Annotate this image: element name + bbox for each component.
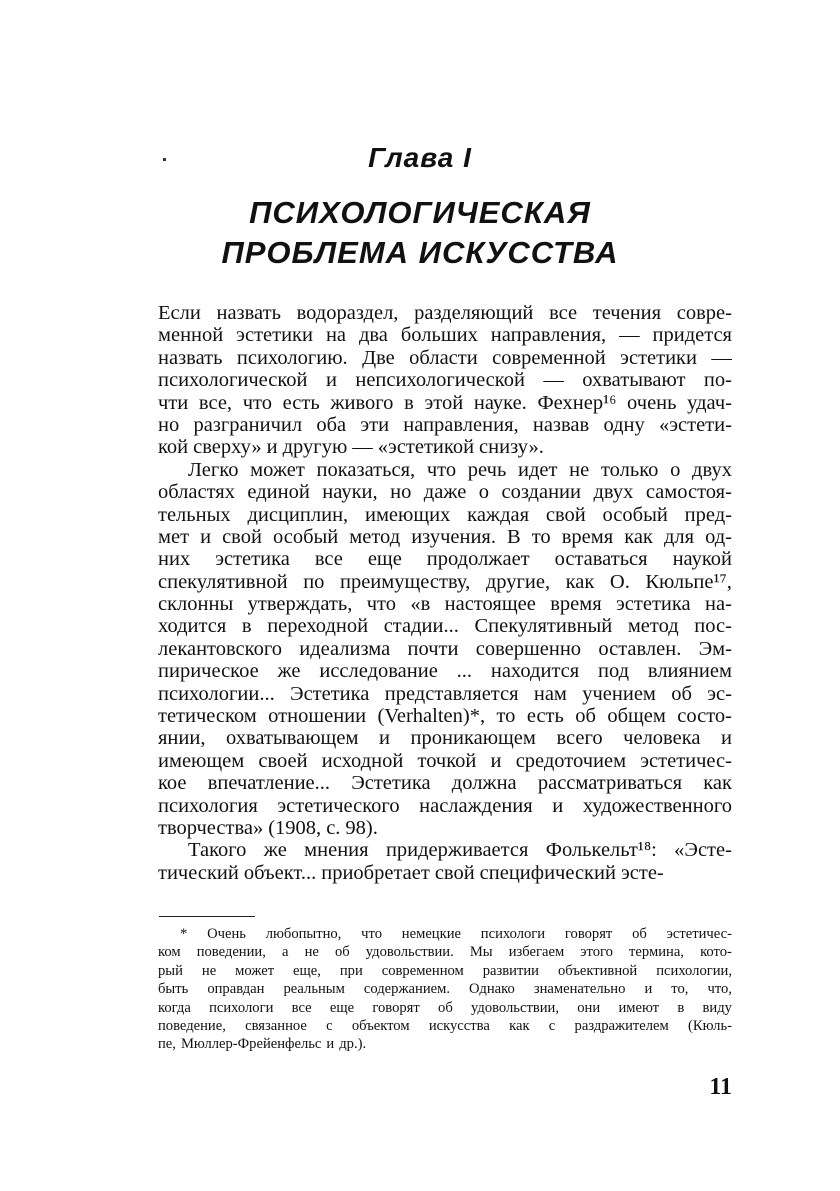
footnote-line: пе, Мюллер-Фрейенфельс и др.). [158,1036,367,1053]
text-line: мет и свой особый метод изучения. В то время как для од- [158,525,732,548]
text-line: лекантовского идеализма почти совершенно оставлен. Эм- [158,637,732,660]
text-line: психологической и непсихологической — охватывают по- [158,369,732,392]
text-line: творчества» (1908, с. 98). [158,816,378,839]
text-line: тический объект... приобретает свой специфический эсте- [158,861,664,884]
paragraph-3 [158,839,732,884]
footnote-line: когда психологи все еще говорят об удовольствии, они имеют в виду [158,999,732,1016]
page-number: 11 [709,1074,732,1100]
text-line: менной эстетики на два больших направления, — придется [158,324,732,347]
text-line: Если назвать водораздел, разделяющий все течения совре- [158,302,732,324]
text-line: кое впечатление... Эстетика должна рассматриваться как [158,772,732,795]
text-line: психология эстетического наслаждения и художественного [158,794,732,817]
text-line: областях единой науки, но даже о создании двух самостоя- [158,481,732,504]
paragraph-2 [158,459,732,840]
text-line: тельных дисциплин, имеющих каждая свой особый пред- [158,503,732,526]
chapter-title [0,193,840,273]
chapter-title-line: ПРОБЛЕМА ИСКУССТВА [221,235,619,270]
text-line: Легко может показаться, что речь идет не только о двух [188,458,732,481]
text-line: но разграничил оба эти направления, назвав одну «эстети- [158,413,732,436]
text-line: Такого же мнения придерживается Фолькельт¹⁸: «Эсте- [188,839,732,862]
text-line: склонны утверждать, что «в настоящее время эстетика на- [158,593,732,616]
footnote-divider [159,916,255,917]
text-line: чти все, что есть живого в этой науке. Фехнер¹⁶ очень удач- [158,391,732,414]
footnote-line: * Очень любопытно, что немецкие психологи говорят об эстетичес- [180,926,732,942]
text-line: психологии... Эстетика представляется нам учением об эс- [158,682,732,705]
footnote-line: быть оправдан реальным содержанием. Однако знаменательно и то, что, [158,981,732,998]
footnote-line: поведение, связанное с объектом искусства как с раздражителем (Кюль- [158,1017,732,1034]
text-line: кой сверху» и другую — «эстетикой снизу». [158,436,544,459]
chapter-label: Глава I [368,142,472,173]
chapter-title-line: ПСИХОЛОГИЧЕСКАЯ [249,195,591,230]
footnote-line: рый не может еще, при современном развитии объективной психологии, [158,962,732,979]
text-line: назвать психологию. Две области современной эстетики — [158,346,732,369]
text-line: пирическое же исследование ... находится под влиянием [158,660,732,683]
footnote [158,925,732,1054]
text-line: имеющем своей исходной точкой и средоточием эстетичес- [158,749,732,772]
text-line: ходится в переходной стадии... Спекулятивный метод пос- [158,615,732,638]
text-line: янии, охватывающем и проникающем всего человека и [158,727,732,750]
paragraph-1 [158,302,732,459]
footnote-line: ком поведении, а не об удовольствии. Мы избегаем этого термина, кото- [158,944,732,961]
text-line: них эстетика все еще продолжает оставаться наукой [158,548,732,571]
text-line: спекулятивной по преимуществу, другие, как О. Кюльпе¹⁷, [158,570,732,593]
text-line: тетическом отношении (Verhalten)*, то есть об общем состо- [158,705,732,728]
body-text [158,302,732,884]
